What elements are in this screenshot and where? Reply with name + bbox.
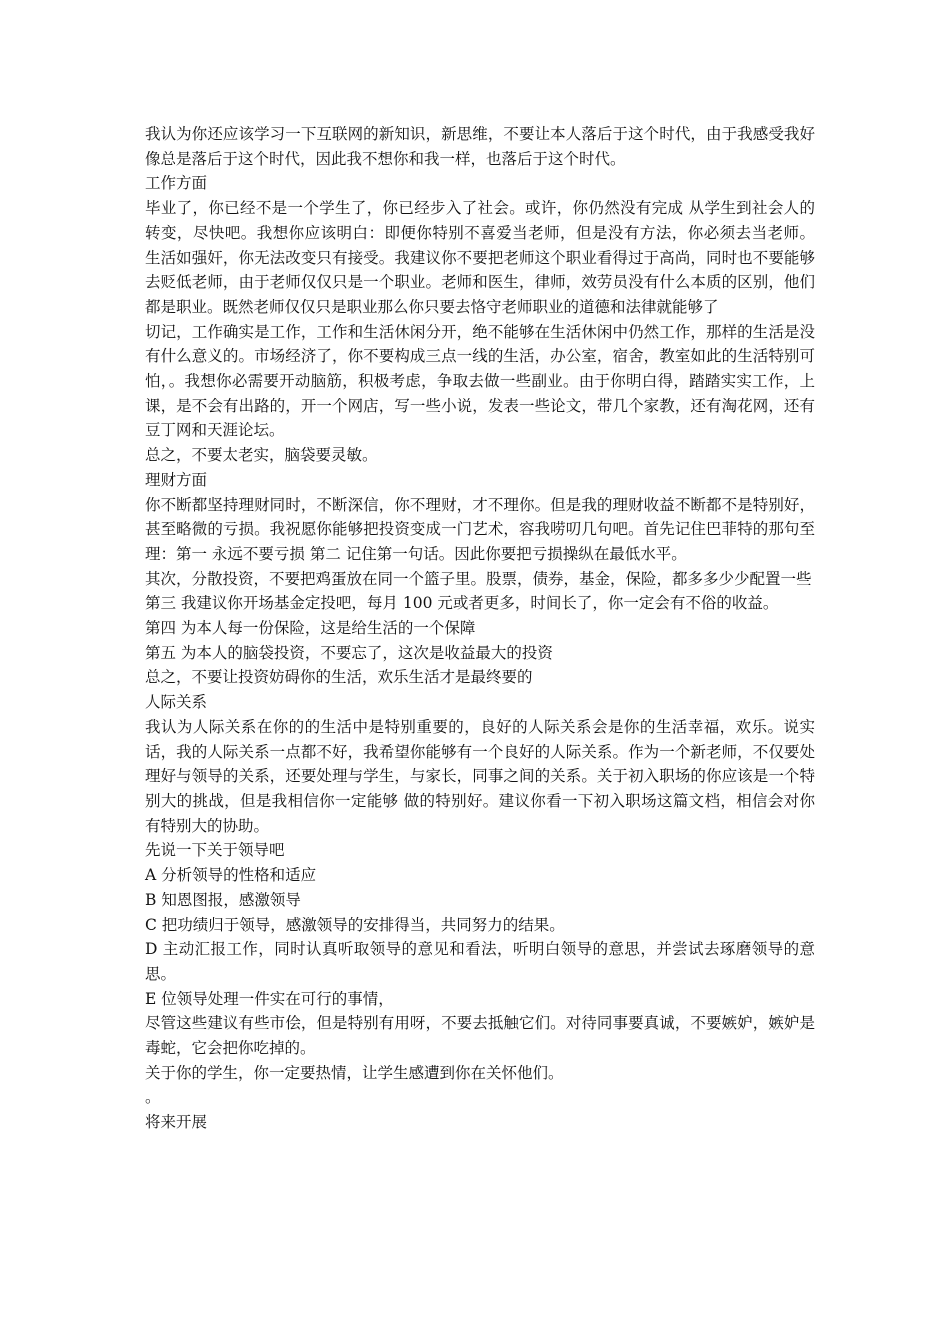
paragraph: 你不断都坚持理财同时，不断深信，你不理财，才不理你。但是我的理财收益不断都不是特别好，甚至略微的亏损。我祝愿你能够把投资变成一门艺术，容我唠叨几句吧。首先记住巴菲特的那句至理：第一 永远不要亏损 第二 记住第一句话。因此你要把亏损操纵在最低水平。: [145, 495, 815, 563]
paragraph: 总之，不要让投资妨碍你的生活，欢乐生活才是最终要的: [145, 668, 533, 687]
section-heading: 人际关系: [145, 693, 208, 712]
paragraph: 关于你的学生，你一定要热情，让学生感遭到你在关怀他们。: [145, 1063, 564, 1082]
list-item: B 知恩图报，感激领导: [145, 890, 301, 909]
paragraph: 先说一下关于领导吧: [145, 841, 285, 860]
list-item: A 分析领导的性格和适应: [145, 866, 317, 885]
paragraph: 总之，不要太老实，脑袋要灵敏。: [145, 446, 378, 465]
paragraph: 切记，工作确实是工作，工作和生活休闲分开，绝不能够在生活休闲中仍然工作，那样的生活是没有什么意义的。市场经济了，你不要构成三点一线的生活，办公室，宿舍，教室如此的生活特别可怕，。我想你必需要开动脑筋，积极考虑，争取去做一些副业。由于你明白得，踏踏实实工作，上课，是不会有出路的，开一个网店，写一些小说，发表一些论文，带几个家教，还有淘花网，还有豆丁网和天涯论坛。: [145, 322, 815, 440]
paragraph: 我认为人际关系在你的的生活中是特别重要的，良好的人际关系会是你的生活幸福，欢乐。说实话，我的人际关系一点都不好，我希望你能够有一个良好的人际关系。作为一个新老师，不仅要处理好与领导的关系，还要处理与学生，与家长，同事之间的关系。关于初入职场的你应该是一个特别大的挑战，但是我相信你一定能够 做的特别好。建议你看一下初入职场这篇文档，相信会对你有特别大的协助。: [145, 717, 815, 835]
list-item: D 主动汇报工作，同时认真听取领导的意见和看法，听明白领导的意思，并尝试去琢磨领导的意思。: [145, 940, 815, 983]
section-heading: 将来开展: [145, 1113, 208, 1132]
paragraph: 其次，分散投资，不要把鸡蛋放在同一个篮子里。股票，债券，基金，保险，都多多少少配置一些: [145, 569, 812, 588]
paragraph: 尽管这些建议有些市侩，但是特别有用呀，不要去抵触它们。对待同事要真诚，不要嫉妒，嫉妒是毒蛇，它会把你吃掉的。: [145, 1014, 815, 1058]
paragraph: 第四 为本人每一份保险，这是给生活的一个保障: [145, 619, 476, 638]
paragraph: 第五 为本人的脑袋投资，不要忘了，这次是收益最大的投资: [145, 643, 553, 662]
paragraph: 我认为你还应该学习一下互联网的新知识，新思维，不要让本人落后于这个时代，由于我感受我好像总是落后于这个时代，因此我不想你和我一样，也落后于这个时代。: [145, 125, 815, 168]
list-item: E 位领导处理一件实在可行的事情，: [145, 989, 394, 1008]
document-body: [145, 122, 815, 1135]
paragraph: 。: [145, 1088, 161, 1107]
paragraph: 毕业了，你已经不是一个学生了，你已经步入了社会。或许，你仍然没有完成 从学生到社会人的转变，尽快吧。我想你应该明白：即便你特别不喜爱当老师，但是没有方法，你必须去当老师。 生活如强奸，你无法改变只有接受。我建议你不要把老师这个职业看得过于高尚，同时也不要能够去贬低老师，由于老师仅仅只是一个职业。老师和医生，律师，效劳员没有什么本质的区别，他们都是职业。既然老师仅仅只是职业那么你只要去恪守老师职业的道德和法律就能够了: [145, 199, 815, 316]
list-item: C 把功绩归于领导，感激领导的安排得当，共同努力的结果。: [145, 915, 565, 934]
section-heading: 工作方面: [145, 174, 208, 193]
paragraph: 第三 我建议你开场基金定投吧，每月 100 元或者更多，时间长了，你一定会有不俗的收益。: [145, 594, 779, 613]
section-heading: 理财方面: [145, 470, 208, 489]
